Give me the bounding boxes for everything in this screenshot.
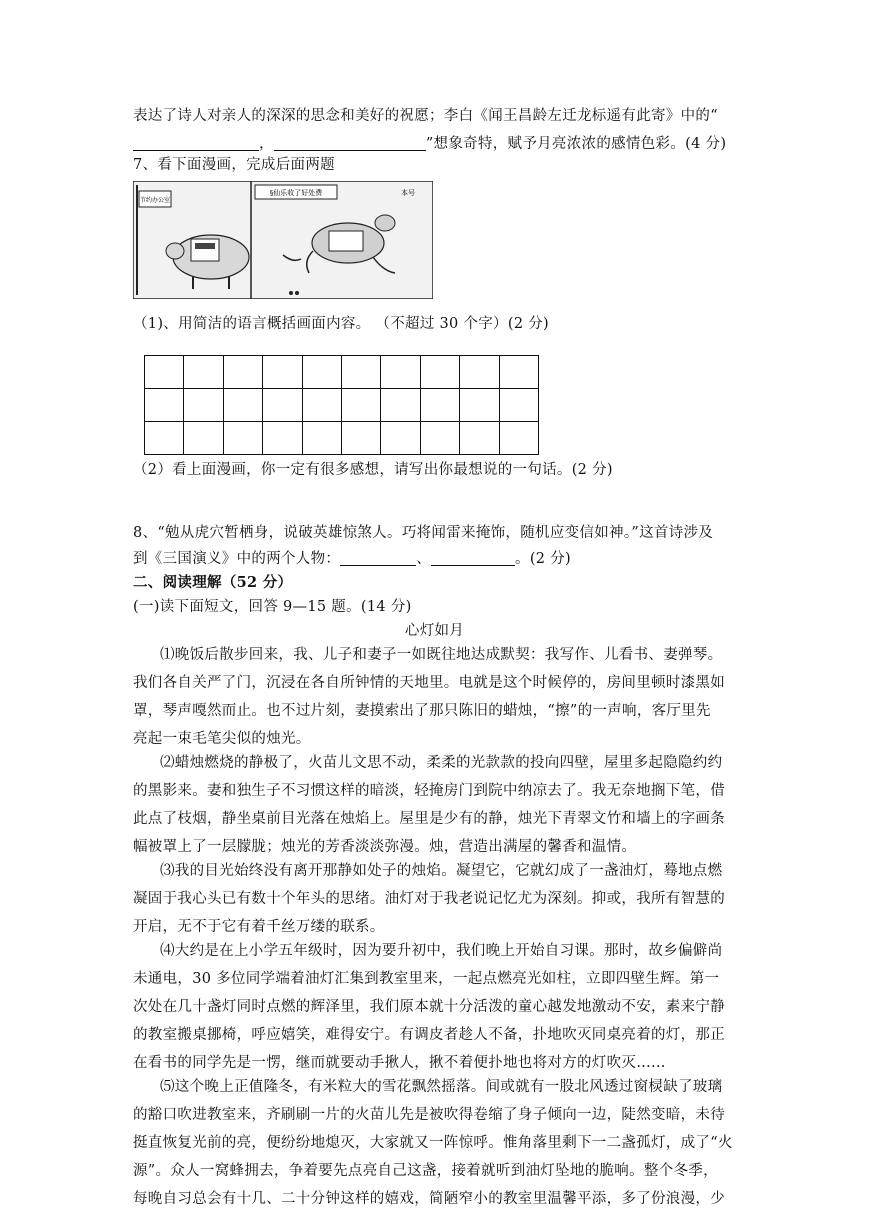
paragraph-line: ⑶我的目光始终没有离开那静如处子的烛焰。凝望它，它就幻成了一盏油灯，蓦地点燃 xyxy=(160,863,723,879)
answer-blank[interactable] xyxy=(431,551,515,566)
paragraph-line: 未通电，30 多位同学端着油灯汇集到教室里来，一起点燃亮光如柱，立即四壁生辉。第一 xyxy=(133,971,720,987)
paragraph-line: 亮起一束毛笔尖似的烛光。 xyxy=(133,731,311,747)
text-fragment: 到《三国演义》中的两个人物： xyxy=(133,551,341,567)
paragraph-line: 在看书的同学先是一愣，继而就要动手揪人，揪不着便扑地也将对方的灯吹灭…… xyxy=(133,1055,666,1071)
text-line xyxy=(133,134,726,154)
paragraph-line: 挺直恢复光前的亮，便纷纷地熄灭，大家就又一阵惊呼。惟角落里剩下一二盏孤灯，成了“火 xyxy=(133,1135,733,1151)
paragraph-line: 的豁口吹进教室来，齐刷刷一片的火苗儿先是被吹得卷缩了身子倾向一边，陡然变暗，未待 xyxy=(133,1107,725,1123)
text-line: 表达了诗人对亲人的深深的思念和美好的祝愿；李白《闻王昌龄左迁龙标遥有此寄》中的“ xyxy=(133,108,718,124)
paragraph-line: ⑷大约是在上小学五年级时，因为要升初中，我们晚上开始自习课。那时，故乡偏僻尚 xyxy=(160,943,723,959)
paragraph-line: 凝固于我心头已有数十个年头的思绪。油灯对于我老说记忆尤为深刻。抑或，我所有智慧的 xyxy=(133,891,725,907)
sub-section-1: (一)读下面短文，回答 9—15 题。(14 分) xyxy=(133,599,412,615)
paragraph-line: 幅被罩上了一层朦胧；烛光的芳香淡淡弥漫。烛，营造出满屋的馨香和温情。 xyxy=(133,839,637,855)
cartoon-caption: §仙乐收了好处费 xyxy=(269,189,323,197)
paragraph-line: 次处在几十盏灯同时点燃的辉泽里，我们原本就十分活泼的童心越发地激动不安，素来宁静 xyxy=(133,999,725,1015)
paragraph-line: 罩，琴声嘎然而止。也不过片刻，妻摸索出了那只陈旧的蜡烛，“擦”的一声响，客厅里先 xyxy=(133,703,711,719)
paragraph-line: 的教室搬桌挪椅，呼应嬉笑，难得安宁。有调皮者趁人不备，扑地吹灭同桌亮着的灯，那正 xyxy=(133,1027,725,1043)
answer-blank[interactable] xyxy=(133,136,259,151)
text-fragment: ”想象奇特，赋予月亮浓浓的感情色彩。(4 分) xyxy=(425,136,727,152)
paragraph-line: 开启，无不于它有着千丝万缕的联系。 xyxy=(133,919,385,935)
section-2-heading: 二、阅读理解（52 分） xyxy=(133,574,293,591)
paragraph-line: 我们各自关严了门，沉浸在各自所钟情的天地里。电就是这个时候停的，房间里顿时漆黑如 xyxy=(133,675,725,691)
paragraph-line: 每晚自习总会有十几、二十分钟这样的嬉戏，简陋窄小的教室里温馨平添，多了份浪漫，少 xyxy=(133,1191,725,1207)
question-7: 7、看下面漫画，完成后面两题 xyxy=(133,157,335,173)
right-mark: 本号 xyxy=(401,189,415,197)
question-7-2: （2）看上面漫画，你一定有很多感想，请写出你最想说的一句话。(2 分) xyxy=(133,462,613,478)
article-title: 心灯如月 xyxy=(404,623,465,639)
paragraph-line: ⑴晚饭后散步回来，我、儿子和妻子一如既往地达成默契：我写作、儿看书、妻弹琴。 xyxy=(160,647,723,663)
paragraph-line: 的黑影来。妻和独生子不习惯这样的暗淡，轻掩房门到院中纳凉去了。我无奈地搁下笔，借 xyxy=(133,783,725,799)
paragraph-line: 此点了枝烟，静坐桌前目光落在烛焰上。屋里是少有的静，烛光下青翠文竹和墙上的字画条 xyxy=(133,811,725,827)
comic-image xyxy=(133,181,433,299)
answer-grid[interactable] xyxy=(144,355,539,455)
question-8: 8、“勉从虎穴暂栖身，说破英雄惊煞人。巧将闻雷来掩饰，随机应变信如神。”这首诗涉及 xyxy=(133,525,714,541)
text-fragment: ， xyxy=(259,136,274,152)
paragraph-line: ⑵蜡烛燃烧的静极了，火苗儿文思不动，柔柔的光款款的投向四壁，屋里多起隐隐约约 xyxy=(160,755,723,771)
text-fragment: 、 xyxy=(416,551,432,567)
question-7-1: （1)、用简洁的语言概括画面内容。 （不超过 30 个字）(2 分) xyxy=(133,316,550,332)
paragraph-line: 源”。众人一窝蜂拥去，争着要先点亮自己这盏，接着就听到油灯坠地的脆响。整个冬季， xyxy=(133,1163,718,1179)
question-8-cont xyxy=(133,549,571,569)
left-sign-text: 节约办公室 xyxy=(139,197,171,204)
answer-blank[interactable] xyxy=(274,136,426,151)
paragraph-line: ⑸这个晚上正值隆冬，有米粒大的雪花飘然摇落。间或就有一股北风透过窗棂缺了玻璃 xyxy=(160,1079,723,1095)
text-fragment: 。(2 分) xyxy=(515,551,571,567)
answer-blank[interactable] xyxy=(340,551,416,566)
